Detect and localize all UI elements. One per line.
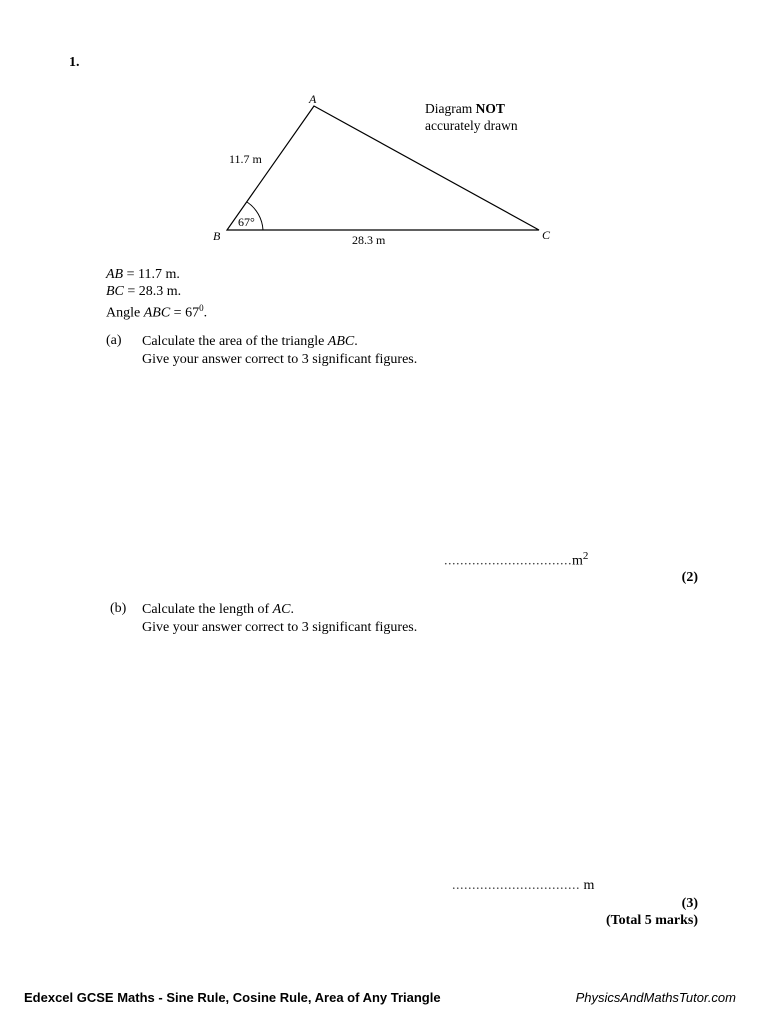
- footer-site: PhysicsAndMathsTutor.com: [575, 990, 736, 1005]
- answer-dots: ................................: [452, 878, 580, 893]
- answer-unit: m: [583, 878, 595, 893]
- diagram-note: [425, 100, 518, 134]
- part-b-answer-line[interactable]: [452, 878, 594, 894]
- answer-unit-sup: 2: [582, 550, 589, 562]
- answer-unit: m: [572, 553, 583, 569]
- triangle-diagram: [0, 0, 768, 300]
- question-number: 1.: [69, 55, 80, 70]
- given-values: [106, 266, 207, 322]
- part-a-answer-line[interactable]: [444, 550, 588, 570]
- given-bc: BC = 28.3 m.: [106, 284, 182, 299]
- total-marks: (Total 5 marks): [605, 913, 698, 928]
- given-angle: Angle ABC = $67^0$.: [106, 303, 208, 321]
- angle-b-label: 67°: [238, 215, 255, 229]
- note-bold: NOT: [475, 101, 505, 116]
- part-b-question: Calculate the length of AC. Give your answer correct to 3 significant figures.: [142, 602, 418, 635]
- note-prefix: Diagram: [425, 101, 476, 116]
- vertex-a-label: A: [309, 92, 317, 106]
- answer-dots: ................................: [444, 553, 572, 569]
- part-b-label: (b): [110, 601, 127, 616]
- footer-title: Edexcel GCSE Maths - Sine Rule, Cosine Rule, Area of Any Triangle: [24, 990, 441, 1005]
- given-ab: AB = 11.7 m.: [106, 267, 180, 282]
- part-a-label: (a): [106, 333, 122, 348]
- part-b-marks: (3): [681, 896, 698, 911]
- vertex-b-label: B: [213, 229, 221, 243]
- part-a-marks: (2): [681, 570, 698, 585]
- side-ab-label: 11.7 m: [229, 152, 262, 166]
- note-line2: accurately drawn: [425, 118, 518, 133]
- part-a-question: Calculate the area of the triangle ABC. Give your answer correct to 3 significant figures.: [142, 334, 418, 367]
- side-bc-label: 28.3 m: [352, 233, 386, 247]
- vertex-c-label: C: [542, 228, 551, 242]
